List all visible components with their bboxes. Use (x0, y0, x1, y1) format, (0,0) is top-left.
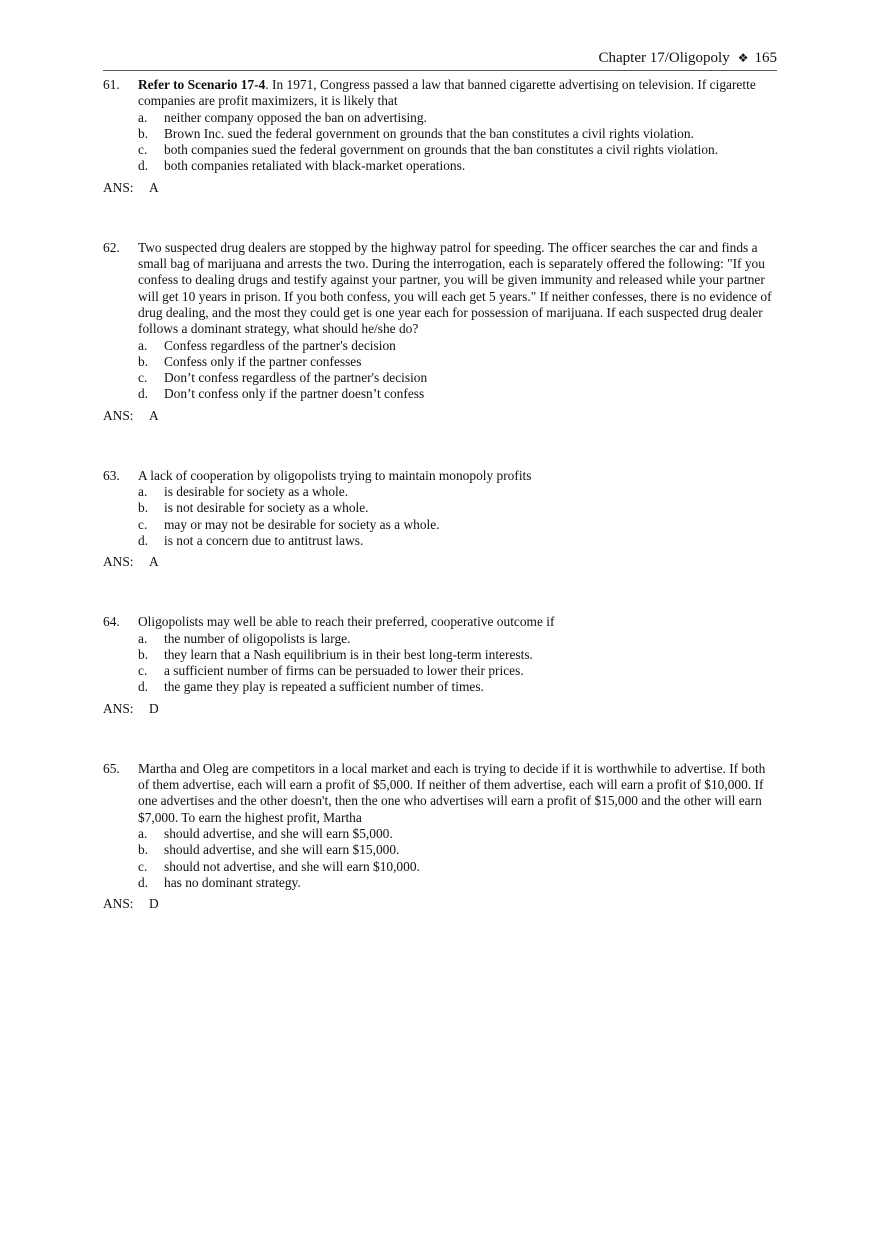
answer-value: D (149, 700, 159, 716)
question-text: Martha and Oleg are competitors in a local market and each is trying to decide if it is worthwhile to advertise. If both of them advertise, each will earn a profit of $5,000. If neither of them advertise, each will earn a profit of $10,000. If one advertises and the other doesn't, then the one who advertises will earn a profit of $15,000 and the other will earn $7,000. To earn the highest profit, Martha (138, 760, 766, 825)
option-text: a sufficient number of firms can be persuaded to lower their prices. (164, 663, 524, 679)
question-stem (103, 77, 778, 110)
question-item (103, 77, 778, 196)
question-item (103, 240, 778, 424)
page-header (103, 50, 777, 71)
option-letter: a. (138, 484, 148, 500)
answer-option (103, 484, 778, 500)
answer-label: ANS: (103, 179, 134, 195)
answer-option (103, 875, 778, 891)
option-text: both companies retaliated with black-market operations. (164, 158, 466, 174)
answer-label: ANS: (103, 896, 134, 912)
option-text: has no dominant strategy. (164, 874, 301, 890)
answer-option (103, 679, 778, 695)
option-text: they learn that a Nash equilibrium is in their best long-term interests. (164, 646, 533, 662)
option-letter: a. (138, 630, 148, 646)
option-letter: d. (138, 532, 149, 548)
answer-option (103, 386, 778, 402)
option-text: should advertise, and she will earn $5,000. (164, 825, 393, 841)
answer-option (103, 500, 778, 516)
answer-option (103, 842, 778, 858)
answer-option (103, 663, 778, 679)
answer-option (103, 110, 778, 126)
answer-option (103, 338, 778, 354)
option-text: should advertise, and she will earn $15,000. (164, 842, 400, 858)
diamond-ornament-icon: ❖ (737, 51, 749, 65)
option-text: the number of oligopolists is large. (164, 630, 351, 646)
option-letter: a. (138, 825, 148, 841)
scenario-reference: Refer to Scenario 17-4 (138, 77, 266, 92)
option-letter: c. (138, 663, 148, 679)
option-letter: b. (138, 500, 149, 516)
option-letter: d. (138, 158, 149, 174)
answer-line (103, 896, 778, 912)
question-list (103, 77, 778, 956)
question-item (103, 614, 778, 716)
answer-option (103, 142, 778, 158)
option-letter: b. (138, 125, 149, 141)
answer-line (103, 408, 778, 424)
option-letter: b. (138, 646, 149, 662)
answer-label: ANS: (103, 700, 134, 716)
question-text: . In 1971, Congress passed a law that banned cigarette advertising on television. If cigarette companies are profit maximizers, it is likely that (138, 77, 756, 109)
answer-value: A (149, 179, 159, 195)
option-text: Brown Inc. sued the federal government on grounds that the ban constitutes a civil rights violation. (164, 125, 694, 141)
option-text: is not desirable for society as a whole. (164, 500, 369, 516)
option-letter: d. (138, 874, 149, 890)
question-stem (103, 614, 778, 630)
option-text: the game they play is repeated a sufficient number of times. (164, 679, 484, 695)
question-item (103, 468, 778, 570)
option-text: may or may not be desirable for society as a whole. (164, 516, 440, 532)
question-stem (103, 240, 778, 338)
answer-option (103, 354, 778, 370)
option-text: both companies sued the federal government on grounds that the ban constitutes a civil rights violation. (164, 142, 719, 158)
question-number: 61. (103, 77, 120, 92)
answer-value: D (149, 896, 159, 912)
option-text: Confess regardless of the partner's decision (164, 337, 396, 353)
option-letter: b. (138, 842, 149, 858)
answer-value: A (149, 554, 159, 570)
answer-option (103, 158, 778, 174)
question-number: 64. (103, 614, 120, 630)
question-text: Oligopolists may well be able to reach their preferred, cooperative outcome if (138, 614, 555, 630)
answer-option (103, 826, 778, 842)
option-letter: c. (138, 516, 148, 532)
option-text: Don’t confess only if the partner doesn’t confess (164, 386, 425, 402)
option-text: Don’t confess regardless of the partner's decision (164, 370, 428, 386)
answer-option (103, 126, 778, 142)
answer-option (103, 631, 778, 647)
chapter-title: Chapter 17/Oligopoly (598, 50, 730, 66)
answer-line (103, 554, 778, 570)
answer-line (103, 701, 778, 717)
question-stem (103, 761, 778, 826)
question-number: 65. (103, 760, 120, 776)
option-letter: b. (138, 353, 149, 369)
option-letter: c. (138, 142, 148, 158)
answer-option (103, 859, 778, 875)
answer-label: ANS: (103, 554, 134, 570)
question-item (103, 761, 778, 912)
question-number: 62. (103, 239, 120, 255)
answer-option (103, 647, 778, 663)
question-stem (103, 468, 778, 484)
answer-option (103, 370, 778, 386)
option-text: should not advertise, and she will earn $10,000. (164, 858, 420, 874)
answer-label: ANS: (103, 407, 134, 423)
option-letter: a. (138, 337, 148, 353)
option-letter: d. (138, 679, 149, 695)
answer-line (103, 180, 778, 196)
option-letter: a. (138, 109, 148, 125)
option-letter: c. (138, 858, 148, 874)
answer-value: A (149, 407, 159, 423)
option-letter: c. (138, 370, 148, 386)
option-text: Confess only if the partner confesses (164, 353, 362, 369)
answer-option (103, 517, 778, 533)
question-text: Two suspected drug dealers are stopped by the highway patrol for speeding. The officer searches the car and finds a small bag of marijuana and arrests the two. During the interrogation, each is separately offered the following: "If you confess to dealing drugs and testify against your partner, you will be given immunity and released while your partner will get 10 years in prison. If you both confess, you will each get 5 years." If neither confesses, there is no evidence of drug dealing, and the most they could get is one year each for possession of marijuana. If each suspected drug dealer follows a dominant strategy, what should he/she do? (138, 239, 772, 337)
option-letter: d. (138, 386, 149, 402)
answer-option (103, 533, 778, 549)
option-text: is not a concern due to antitrust laws. (164, 532, 364, 548)
option-text: is desirable for society as a whole. (164, 484, 349, 500)
question-number: 63. (103, 467, 120, 483)
option-text: neither company opposed the ban on advertising. (164, 109, 427, 125)
page-number: 165 (754, 50, 777, 66)
question-text: A lack of cooperation by oligopolists trying to maintain monopoly profits (138, 467, 532, 483)
